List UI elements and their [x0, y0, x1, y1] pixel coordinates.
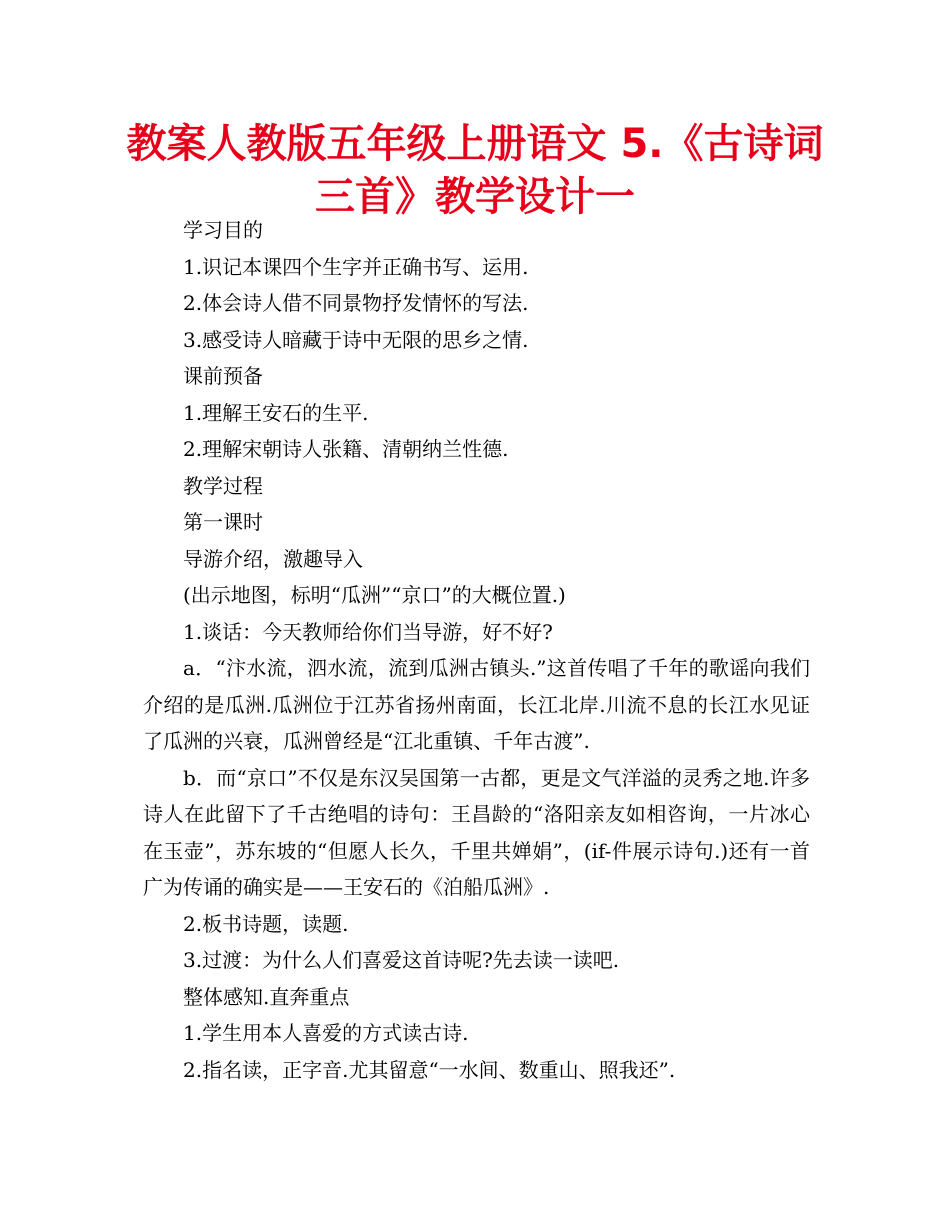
paragraph-b: b．而“京口”不仅是东汉吴国第一古都，更是文气洋溢的灵秀之地.许多诗人在此留下了千古绝唱的诗句：王昌龄的“洛阳亲友如相咨询，一片冰心在玉壶”，苏东坡的“但愿人长久，千里共婵娟”，(if-件展示诗句.)还有一首广为传诵的确实是——王安石的《泊船瓜洲》. — [143, 765, 810, 899]
goal-item-3: 3.感受诗人暗藏于诗中无限的思乡之情. — [183, 327, 529, 352]
heading-overall-perception: 整体感知.直奔重点 — [183, 984, 350, 1009]
document-body — [143, 212, 810, 1088]
goal-item-2: 2.体会诗人借不同景物抒发情怀的写法. — [183, 291, 529, 315]
perception-item-1: 1.学生用本人喜爱的方式读古诗. — [183, 1021, 469, 1045]
document-title: 教案人教版五年级上册语文 5.《古诗词三首》教学设计一 — [126, 121, 824, 220]
heading-teaching-process: 教学过程 — [183, 473, 263, 498]
heading-first-lesson: 第一课时 — [183, 510, 263, 534]
goal-item-1: 1.识记本课四个生字并正确书写、运用. — [183, 254, 529, 279]
step-2-board: 2.板书诗题，读题. — [183, 911, 349, 936]
paragraph-a: a．“汴水流，泗水流，流到瓜洲古镇头.”这首传唱了千年的歌谣向我们介绍的是瓜洲.瓜洲位于江苏省扬州南面，长江北岸.川流不息的长江水见证了瓜洲的兴衰，瓜洲曾经是“江北重镇、千年古渡”. — [143, 656, 810, 753]
heading-introduction: 导游介绍，激趣导入 — [183, 546, 363, 571]
preparation-item-2: 2.理解宋朝诗人张籍、清朝纳兰性德. — [183, 437, 509, 461]
map-note: (出示地图，标明“瓜洲”“京口”的大概位置.) — [183, 583, 566, 607]
perception-item-2: 2.指名读，正字音.尤其留意“一水间、数重山、照我还”. — [183, 1057, 676, 1082]
step-1-talk: 1.谈话：今天教师给你们当导游，好不好? — [183, 619, 553, 644]
heading-preparation: 课前预备 — [183, 364, 263, 388]
heading-learning-goals: 学习目的 — [183, 218, 263, 242]
step-3-transition: 3.过渡：为什么人们喜爱这首诗呢?先去读一读吧. — [183, 948, 620, 972]
preparation-item-1: 1.理解王安石的生平. — [183, 400, 369, 425]
